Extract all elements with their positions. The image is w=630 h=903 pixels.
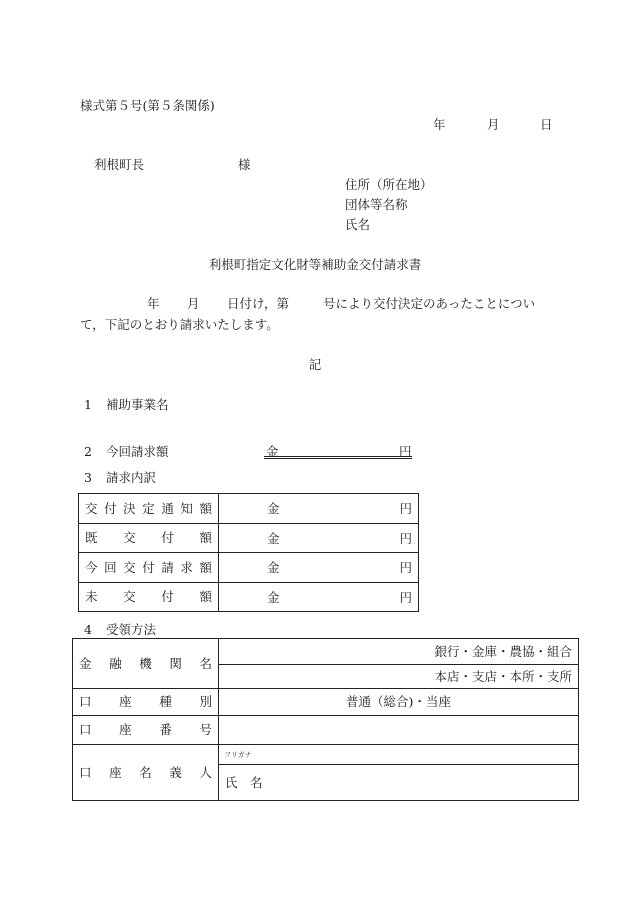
form-number: 様式第５号(第５条関係) — [80, 98, 215, 113]
breakdown-label-cell — [79, 494, 219, 524]
breakdown-label-cell — [79, 524, 219, 553]
breakdown-label: 未 交 付 額 — [85, 589, 212, 604]
branch-types-cell — [219, 665, 579, 689]
bank-label-cell — [73, 639, 219, 689]
breakdown-kin: 金 — [267, 590, 280, 605]
account-number-label-cell — [73, 716, 219, 745]
account-type-label-cell — [73, 689, 219, 716]
section-3-label: 請求内訳 — [106, 470, 157, 485]
holder-name-label: 氏 名 — [225, 774, 263, 790]
applicant-org-name: 団体等名称 — [345, 197, 408, 212]
holder-label-cell — [73, 745, 219, 801]
furigana-label: フリガナ — [224, 751, 252, 759]
breakdown-yen: 円 — [399, 560, 412, 575]
bank-types-cell — [219, 639, 579, 665]
para-year: 年 — [147, 296, 160, 311]
request-amount-yen: 円 — [399, 444, 412, 459]
breakdown-amount-cell — [219, 553, 419, 583]
account-type-label: 口 座 種 別 — [79, 694, 212, 709]
account-number-field[interactable] — [219, 716, 579, 745]
branch-types: 本店・支店・本所・支所 — [434, 668, 572, 684]
request-amount-underline — [264, 456, 412, 459]
document-title: 利根町指定文化財等補助金交付請求書 — [208, 257, 422, 272]
account-number-label: 口 座 番 号 — [79, 722, 212, 737]
date-day: 日 — [540, 117, 553, 132]
breakdown-label: 既 交 付 額 — [85, 530, 212, 545]
para-dated: 日付け，第 — [227, 296, 290, 311]
addressee: 利根町長 — [94, 157, 145, 172]
section-3-number: 3 — [84, 470, 92, 485]
para-rest: 号により交付決定のあったことについ — [323, 296, 536, 311]
breakdown-amount-cell — [219, 524, 419, 553]
breakdown-yen: 円 — [399, 531, 412, 546]
date-month: 月 — [487, 117, 500, 132]
breakdown-label: 交 付 決 定 通 知 額 — [85, 500, 212, 516]
holder-furigana-row — [73, 745, 579, 765]
breakdown-label-cell — [79, 553, 219, 583]
breakdown-row — [79, 583, 419, 612]
date-year: 年 — [433, 117, 446, 132]
breakdown-amount-cell — [219, 583, 419, 612]
section-2-number: 2 — [84, 444, 92, 459]
breakdown-label: 今 回 交 付 請 求 額 — [85, 559, 212, 575]
account-number-row — [73, 716, 579, 745]
receipt-table — [72, 638, 579, 801]
honorific: 様 — [238, 157, 251, 172]
breakdown-row — [79, 524, 419, 553]
applicant-name: 氏名 — [345, 217, 371, 232]
bank-row — [73, 639, 579, 665]
account-type-row — [73, 689, 579, 716]
applicant-address: 住所（所在地） — [345, 177, 433, 192]
holder-label: 口 座 名 義 人 — [79, 764, 212, 780]
breakdown-yen: 円 — [399, 501, 412, 516]
ki-heading: 記 — [308, 357, 322, 372]
breakdown-kin: 金 — [267, 560, 280, 575]
section-4-label: 受領方法 — [106, 622, 157, 637]
breakdown-row — [79, 553, 419, 583]
account-type-value-cell — [219, 689, 579, 716]
furigana-field[interactable] — [219, 745, 579, 765]
holder-name-field[interactable] — [219, 765, 579, 801]
breakdown-kin: 金 — [267, 531, 280, 546]
para-month: 月 — [187, 296, 200, 311]
section-2-label: 今回請求額 — [106, 444, 169, 459]
request-amount-kin: 金 — [266, 444, 279, 459]
section-1-label: 補助事業名 — [106, 397, 169, 412]
section-1-number: 1 — [84, 397, 92, 412]
breakdown-amount-cell — [219, 494, 419, 524]
bank-types: 銀行・金庫・農協・組合 — [434, 643, 572, 659]
section-4-number: 4 — [84, 622, 92, 637]
breakdown-row — [79, 494, 419, 524]
breakdown-yen: 円 — [399, 590, 412, 605]
breakdown-kin: 金 — [267, 501, 280, 516]
para-line2: て，下記のとおり請求いたします。 — [80, 317, 279, 332]
bank-label: 金 融 機 関 名 — [79, 655, 212, 671]
breakdown-label-cell — [79, 583, 219, 612]
account-type-value: 普通（総合)・当座 — [346, 694, 451, 709]
breakdown-table — [78, 493, 419, 612]
